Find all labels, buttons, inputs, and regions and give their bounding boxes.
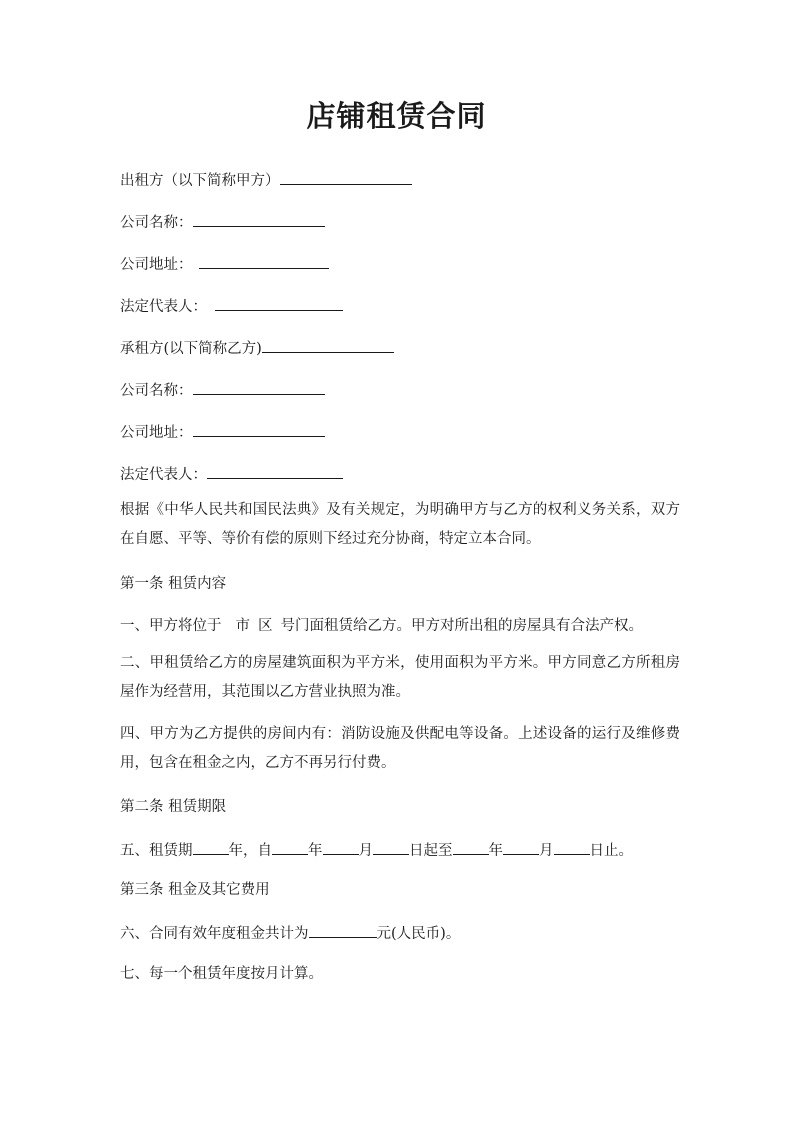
party-b-company-name-blank[interactable]: [193, 380, 325, 395]
clause-6-line: [120, 923, 680, 943]
document-title: 店铺租赁合同: [306, 99, 487, 133]
clause-5-month-label-1: 月: [358, 843, 373, 859]
article-3-heading: 第三条 租金及其它费用: [120, 882, 270, 898]
party-a-company-address-label: 公司地址：: [120, 257, 193, 273]
annual-rent-blank[interactable]: [309, 923, 377, 938]
party-b-heading-line: [120, 338, 680, 358]
party-a-company-name-line: [120, 212, 680, 232]
article-1-heading: 第一条 租赁内容: [120, 576, 227, 592]
clause-4-paragraph: 四、甲方为乙方提供的房间内有：消防设施及供配电等设备。上述设备的运行及维修费用，包含在租金之内，乙方不再另行付费。: [120, 726, 680, 771]
party-a-heading: 出租方（以下简称甲方）: [120, 173, 280, 189]
clause-6-prefix: 六、合同有效年度租金共计为: [120, 926, 309, 942]
clause-5-day-label-2: 日止。: [589, 843, 633, 859]
clause-5-prefix: 五、租赁期: [120, 843, 193, 859]
party-a-name-blank[interactable]: [280, 170, 412, 185]
party-b-legal-rep-label: 法定代表人：: [120, 467, 207, 483]
party-b-name-blank[interactable]: [262, 338, 394, 353]
clause-5-line: [120, 840, 680, 860]
end-day-blank[interactable]: [554, 840, 590, 855]
end-month-blank[interactable]: [503, 840, 539, 855]
article-2-heading: 第二条 租赁期限: [120, 799, 227, 815]
start-month-blank[interactable]: [323, 840, 359, 855]
clause-5-year-label-1: 年，自: [228, 843, 272, 859]
party-a-legal-rep-blank[interactable]: [215, 296, 343, 311]
party-b-legal-rep-line: [120, 464, 680, 484]
start-day-blank[interactable]: [373, 840, 409, 855]
clause-1-line: [120, 617, 680, 635]
party-b-company-address-blank[interactable]: [193, 422, 325, 437]
clause-1-part-a: 一、甲方将位于: [120, 618, 222, 634]
party-a-company-address-blank[interactable]: [199, 254, 329, 269]
start-year-blank[interactable]: [272, 840, 308, 855]
clause-5-month-label-2: 月: [539, 843, 554, 859]
clause-5-year-label-2: 年: [308, 843, 323, 859]
party-b-company-address-line: [120, 422, 680, 442]
clause-5-day-label-1: 日起至: [409, 843, 453, 859]
party-a-company-name-label: 公司名称：: [120, 215, 193, 231]
end-year-blank[interactable]: [453, 840, 489, 855]
party-b-company-name-line: [120, 380, 680, 400]
clause-7-line: 七、每一个租赁年度按月计算。: [120, 966, 323, 982]
party-b-company-address-label: 公司地址：: [120, 425, 193, 441]
party-b-heading: 承租方(以下简称乙方): [120, 341, 262, 357]
party-a-legal-rep-line: [120, 296, 680, 316]
clause-5-year-label-3: 年: [488, 843, 503, 859]
preamble-paragraph: 根据《中华人民共和国民法典》及有关规定，为明确甲方与乙方的权利义务关系，双方在自愿、平等、等价有偿的原则下经过充分协商，特定立本合同。: [120, 502, 680, 547]
party-a-legal-rep-label: 法定代表人：: [120, 299, 207, 315]
clause-1-district: 区: [258, 618, 273, 634]
party-b-company-name-label: 公司名称：: [120, 383, 193, 399]
clause-1-city: 市: [235, 618, 250, 634]
party-b-legal-rep-blank[interactable]: [207, 464, 343, 479]
party-a-heading-line: [120, 170, 680, 190]
party-a-company-address-line: [120, 254, 680, 274]
clause-6-suffix: 元(人民币)。: [376, 926, 461, 942]
clause-1-part-d: 号门面租赁给乙方。甲方对所出租的房屋具有合法产权。: [280, 618, 643, 634]
clause-2-paragraph: 二、甲租赁给乙方的房屋建筑面积为平方米，使用面积为平方米。甲方同意乙方所租房屋作为经营用，其范围以乙方营业执照为准。: [120, 655, 680, 700]
party-a-company-name-blank[interactable]: [193, 212, 325, 227]
lease-years-blank[interactable]: [193, 840, 229, 855]
